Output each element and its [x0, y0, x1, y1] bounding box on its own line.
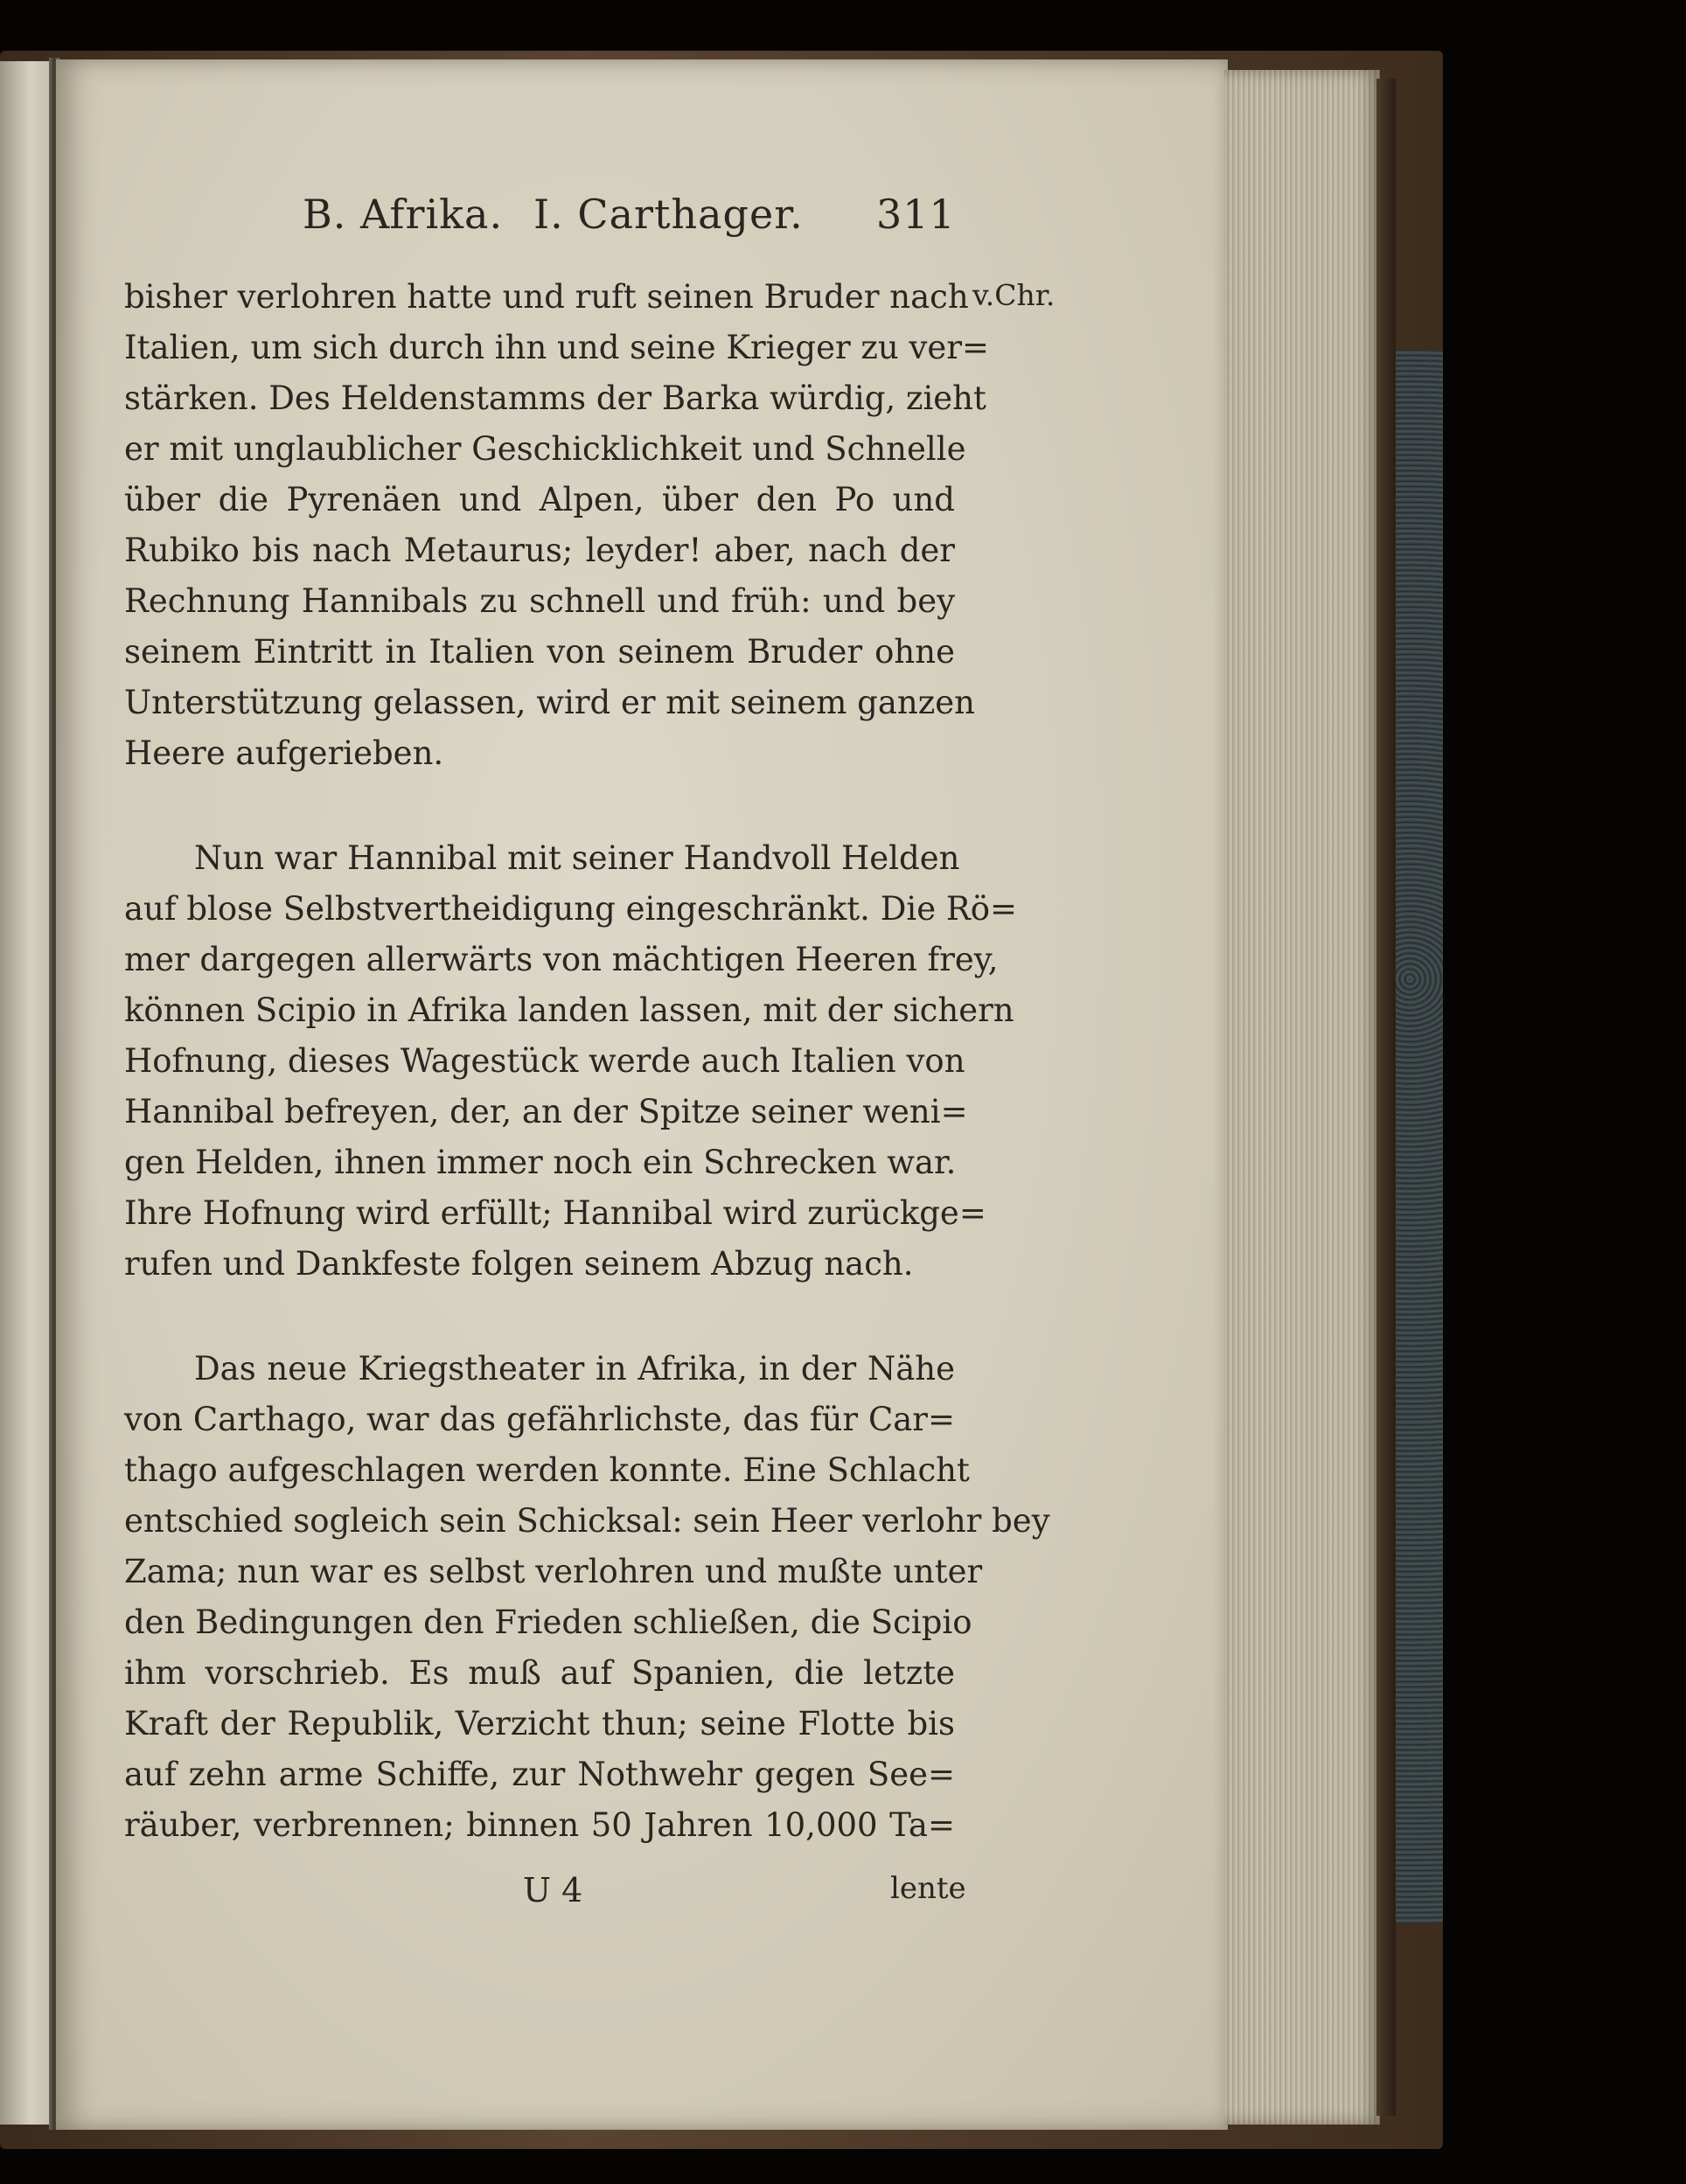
text-line: er mit unglaublicher Geschicklichkeit und Schnelle: [124, 430, 966, 468]
text-line: Nun war Hannibal mit seiner Handvoll Helden: [194, 839, 960, 877]
text-line: Zama; nun war es selbst verlohren und mußte unter: [124, 1553, 983, 1590]
text-line: Rechnung Hannibals zu schnell und früh: und bey: [124, 582, 955, 620]
page-number: 311: [876, 191, 956, 238]
text-line: Hofnung, dieses Wagestück werde auch Italien von: [124, 1042, 965, 1080]
text-line: Heere aufgerieben.: [124, 734, 444, 772]
signature-mark: U 4: [523, 1871, 583, 1909]
text-line: den Bedingungen den Frieden schließen, die Scipio: [124, 1603, 972, 1641]
text-line: Ihre Hofnung wird erfüllt; Hannibal wird zurückge=: [124, 1194, 986, 1232]
text-line: Kraft der Republik, Verzicht thun; seine Flotte bis: [124, 1705, 955, 1742]
text-line: auf zehn arme Schiffe, zur Nothwehr gegen See=: [124, 1756, 955, 1793]
text-line: über die Pyrenäen und Alpen, über den Po und: [124, 481, 955, 518]
text-line: können Scipio in Afrika landen lassen, mit der sichern: [124, 991, 1014, 1029]
running-head-subsection: I. Carthager.: [533, 191, 804, 238]
text-line: Das neue Kriegstheater in Afrika, in der Nähe: [194, 1350, 955, 1388]
text-line: entschied sogleich sein Schicksal: sein Heer verlohr bey: [124, 1502, 1050, 1540]
text-line: auf blose Selbstvertheidigung eingeschränkt. Die Rö=: [124, 890, 1017, 928]
running-head-section: B. Afrika.: [303, 191, 504, 238]
catchword: lente: [890, 1871, 966, 1906]
text-line: Unterstützung gelassen, wird er mit seinem ganzen: [124, 684, 975, 721]
text-line: ihm vorschrieb. Es muß auf Spanien, die letzte: [124, 1654, 955, 1692]
text-line: thago aufgeschlagen werden konnte. Eine Schlacht: [124, 1451, 970, 1489]
text-line: Hannibal befreyen, der, an der Spitze seiner weni=: [124, 1093, 968, 1130]
text-line: Italien, um sich durch ihn und seine Krieger zu ver=: [124, 329, 990, 366]
text-line: rufen und Dankfeste folgen seinem Abzug nach.: [124, 1245, 914, 1283]
text-line: bisher verlohren hatte und ruft seinen Bruder nach: [124, 278, 969, 316]
text-line: Rubiko bis nach Metaurus; leyder! aber, nach der: [124, 532, 955, 569]
text-line: seinem Eintritt in Italien von seinem Bruder ohne: [124, 633, 955, 671]
text-line: gen Helden, ihnen immer noch ein Schrecken war.: [124, 1144, 957, 1181]
text-line: mer dargegen allerwärts von mächtigen Heeren frey,: [124, 941, 999, 978]
text-line: stärken. Des Heldenstamms der Barka würdig, zieht: [124, 379, 986, 417]
text-line: von Carthago, war das gefährlichste, das für Car=: [124, 1401, 955, 1438]
margin-note: v.Chr.: [972, 278, 1055, 312]
text-line: räuber, verbrennen; binnen 50 Jahren 10,000 Ta=: [124, 1806, 955, 1844]
